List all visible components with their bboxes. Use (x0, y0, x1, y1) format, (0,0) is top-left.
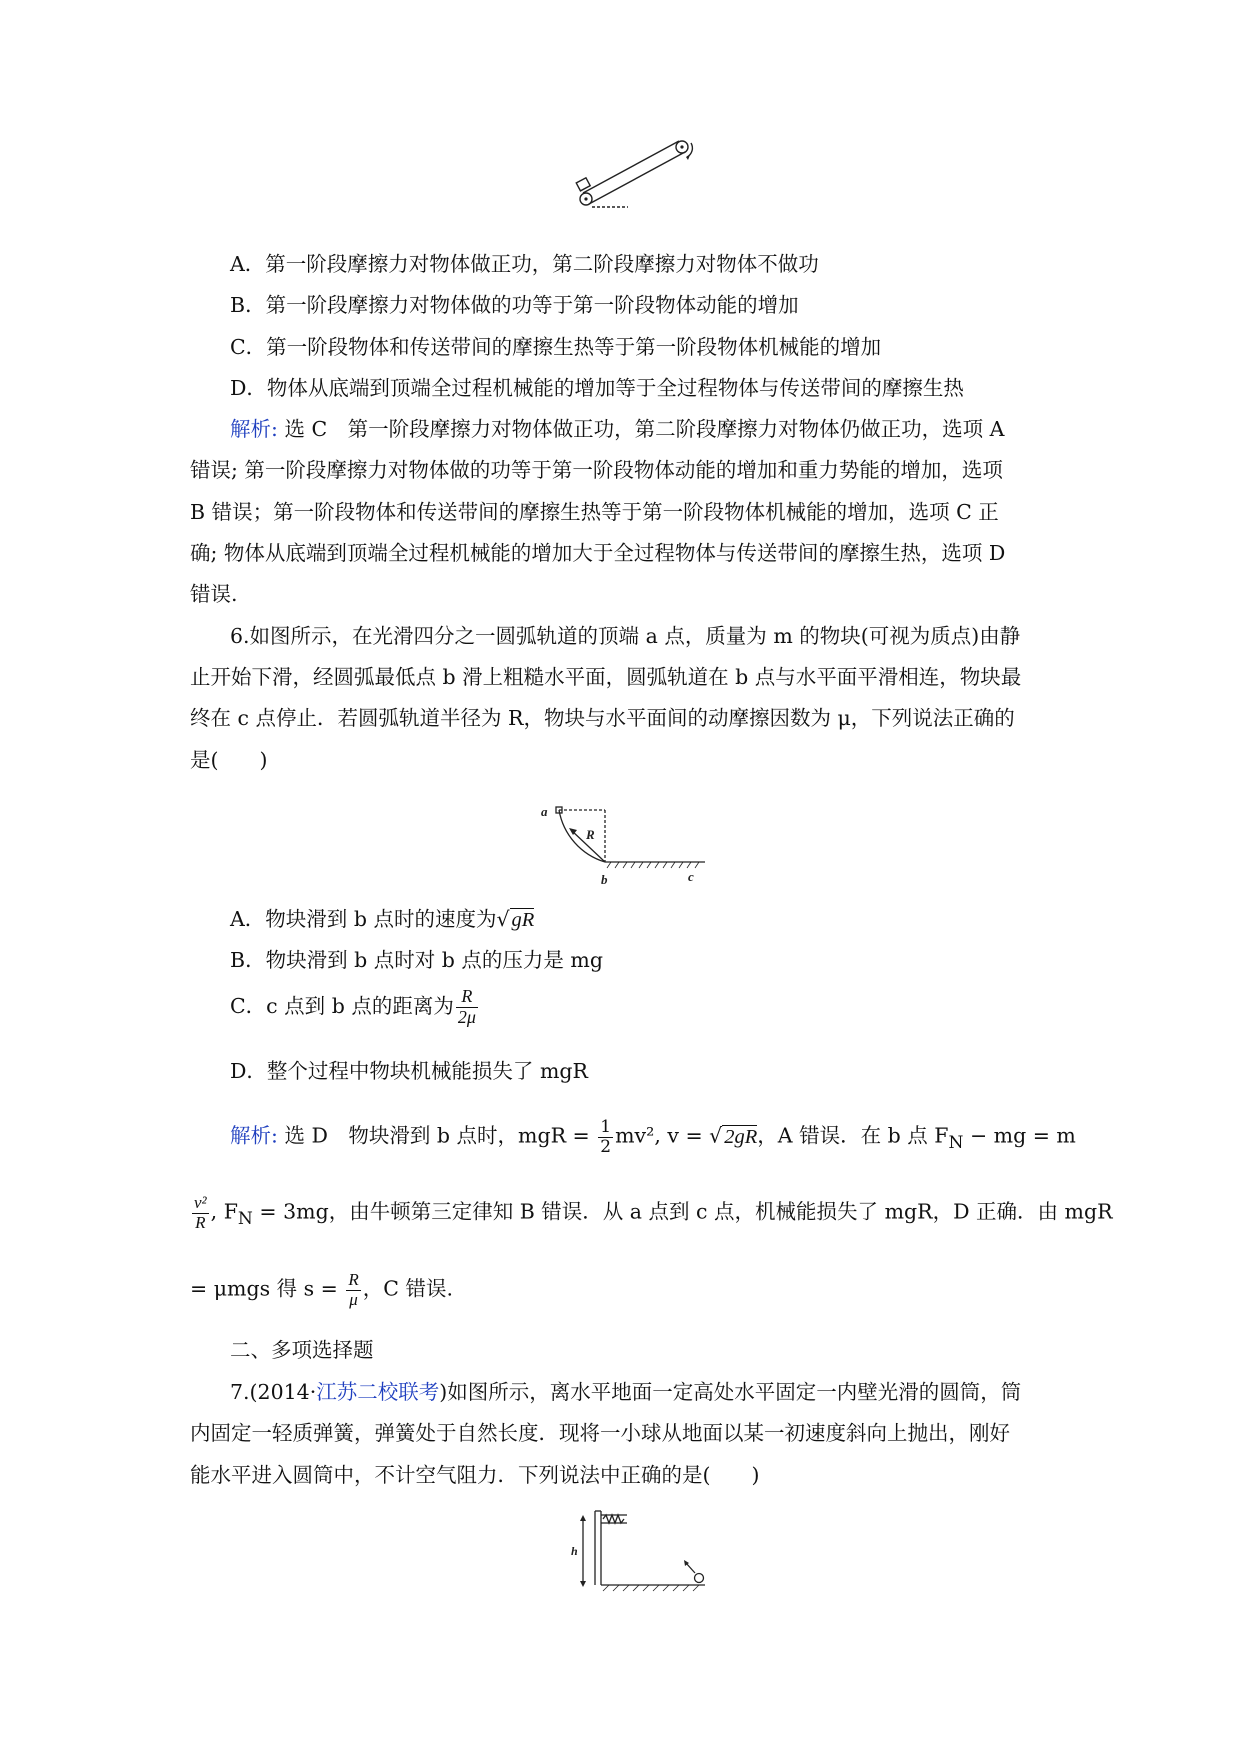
q7-stem-line-2: 内固定一轻质弹簧，弹簧处于自然长度．现将一小球从地面以某一初速度斜向上抛出，刚好 (190, 1421, 1010, 1445)
q6-solution-line-3 (190, 1271, 1060, 1309)
q5-solution-text-1: 选 C 第一阶段摩擦力对物体做正功，第二阶段摩擦力对物体仍做正功，选项 A (277, 417, 1005, 441)
q6-stem-line-2: 止开始下滑，经圆弧最低点 b 滑上粗糙水平面，圆弧轨道在 b 点与水平面平滑相连，物块最 (190, 665, 1022, 689)
q6-option-a-text: A．物块滑到 b 点时的速度为 (230, 907, 497, 931)
q6-solution-line-2 (190, 1193, 1113, 1234)
fraction (346, 1271, 360, 1309)
q6-solution-line-1: 解析: 选 D 物块滑到 b 点时，mgR = $\frac{1}{2}$ mv², v = √2gR，A 错误．在 b 点 $F_N$ − mg = m (230, 1117, 1076, 1157)
q5-solution-line-5: 错误. (190, 582, 238, 606)
fraction (192, 1194, 209, 1232)
fraction-numerator: v² (194, 1193, 207, 1212)
fraction-numerator: R (456, 987, 478, 1008)
conveyor-belt-figure (575, 135, 715, 235)
section-heading: 二、多项选择题 (230, 1338, 374, 1362)
q6-solution-text: 选 D 物块滑到 b 点时，mgR = (277, 1123, 597, 1148)
sqrt-radicand: 2gR (724, 1125, 758, 1148)
subscript: N (948, 1132, 964, 1153)
q6-solution-text: ，C 错误. (362, 1276, 453, 1301)
subscript: N (237, 1208, 253, 1229)
q6-option-d: D．整个过程中物块机械能损失了 mgR (230, 1059, 588, 1083)
q6-stem-line-4: 是( ) (190, 748, 268, 772)
fraction-denominator: 2 (600, 1136, 612, 1157)
fraction (598, 1118, 613, 1156)
solution-label: 解析: (230, 417, 278, 441)
fraction (456, 987, 478, 1028)
q6-stem-line-1: 6.如图所示，在光滑四分之一圆弧轨道的顶端 a 点，质量为 m 的物块(可视为质点)由静 (230, 624, 1021, 648)
q7-stem-line-1 (230, 1377, 1100, 1407)
sqrt-radicand: gR (511, 909, 535, 931)
q5-solution-line-3: B 错误；第一阶段物体和传送带间的摩擦生热等于第一阶段物体机械能的增加，选项 C 正 (190, 500, 999, 524)
q5-option-a: A．第一阶段摩擦力对物体做正功，第二阶段摩擦力对物体不做功 (230, 252, 819, 276)
q5-option-c: C．第一阶段物体和传送带间的摩擦生热等于第一阶段物体机械能的增加 (230, 335, 882, 359)
q5-solution-line-4: 确; 物体从底端到顶端全过程机械能的增加大于全过程物体与传送带间的摩擦生热，选项 D (190, 541, 1006, 565)
fraction-denominator: R (195, 1212, 206, 1232)
q6-solution-text: = μmgs 得 s = (190, 1276, 345, 1301)
q6-option-c (230, 987, 1100, 1028)
q6-solution-text: − mg = m (963, 1123, 1076, 1148)
q7-text: )如图所示，离水平地面一定高处水平固定一内壁光滑的圆筒，筒 (439, 1380, 1022, 1404)
solution-label: 解析: (230, 1123, 278, 1148)
q5-solution-line-2: 错误; 第一阶段摩擦力对物体做的功等于第一阶段物体动能的增加和重力势能的增加，选项 (190, 458, 1003, 482)
q7-source: 江苏二校联考 (316, 1380, 440, 1404)
fraction-denominator: 2μ (457, 1006, 476, 1027)
fig-label-b: b (601, 872, 608, 887)
q6-option-a: A．物块滑到 b 点时的速度为√gR (230, 907, 535, 931)
q6-stem-line-3: 终在 c 点停止．若圆弧轨道半径为 R，物块与水平面间的动摩擦因数为 μ，下列说法正确的 (190, 706, 1015, 730)
q5-option-b: B．第一阶段摩擦力对物体做的功等于第一阶段物体动能的增加 (230, 293, 799, 317)
q7-text: 7.(2014· (230, 1380, 317, 1404)
fig-label-a: a (541, 804, 548, 819)
q6-option-b: B．物块滑到 b 点时对 b 点的压力是 mg (230, 948, 603, 972)
fraction-denominator: μ (349, 1289, 358, 1309)
quarter-arc-track-figure (535, 802, 715, 897)
fig-label-c: c (688, 869, 694, 884)
q6-solution-text: = 3mg，由牛顿第三定律知 B 错误．从 a 点到 c 点，机械能损失了 mgR，D 正确．由 mgR (252, 1199, 1113, 1224)
q6-solution-text: ，A 错误．在 b 点 F (757, 1123, 949, 1148)
q7-stem-line-3: 能水平进入圆筒中，不计空气阻力．下列说法中正确的是( ) (190, 1463, 760, 1487)
fig-label-r: R (586, 827, 595, 842)
q5-option-d: D．物体从底端到顶端全过程机械能的增加等于全过程物体与传送带间的摩擦生热 (230, 376, 964, 400)
fraction-numerator: 1 (600, 1117, 612, 1137)
fig-label-h: h (571, 1544, 578, 1558)
spring-tube-figure (565, 1505, 715, 1595)
fraction-numerator: R (348, 1270, 359, 1289)
q6-option-c-text: C．c 点到 b 点的距离为 (230, 993, 454, 1018)
q6-solution-text: , F (210, 1199, 238, 1224)
q5-solution-line-1 (230, 414, 1100, 444)
q6-solution-text: mv², v = (615, 1123, 710, 1148)
